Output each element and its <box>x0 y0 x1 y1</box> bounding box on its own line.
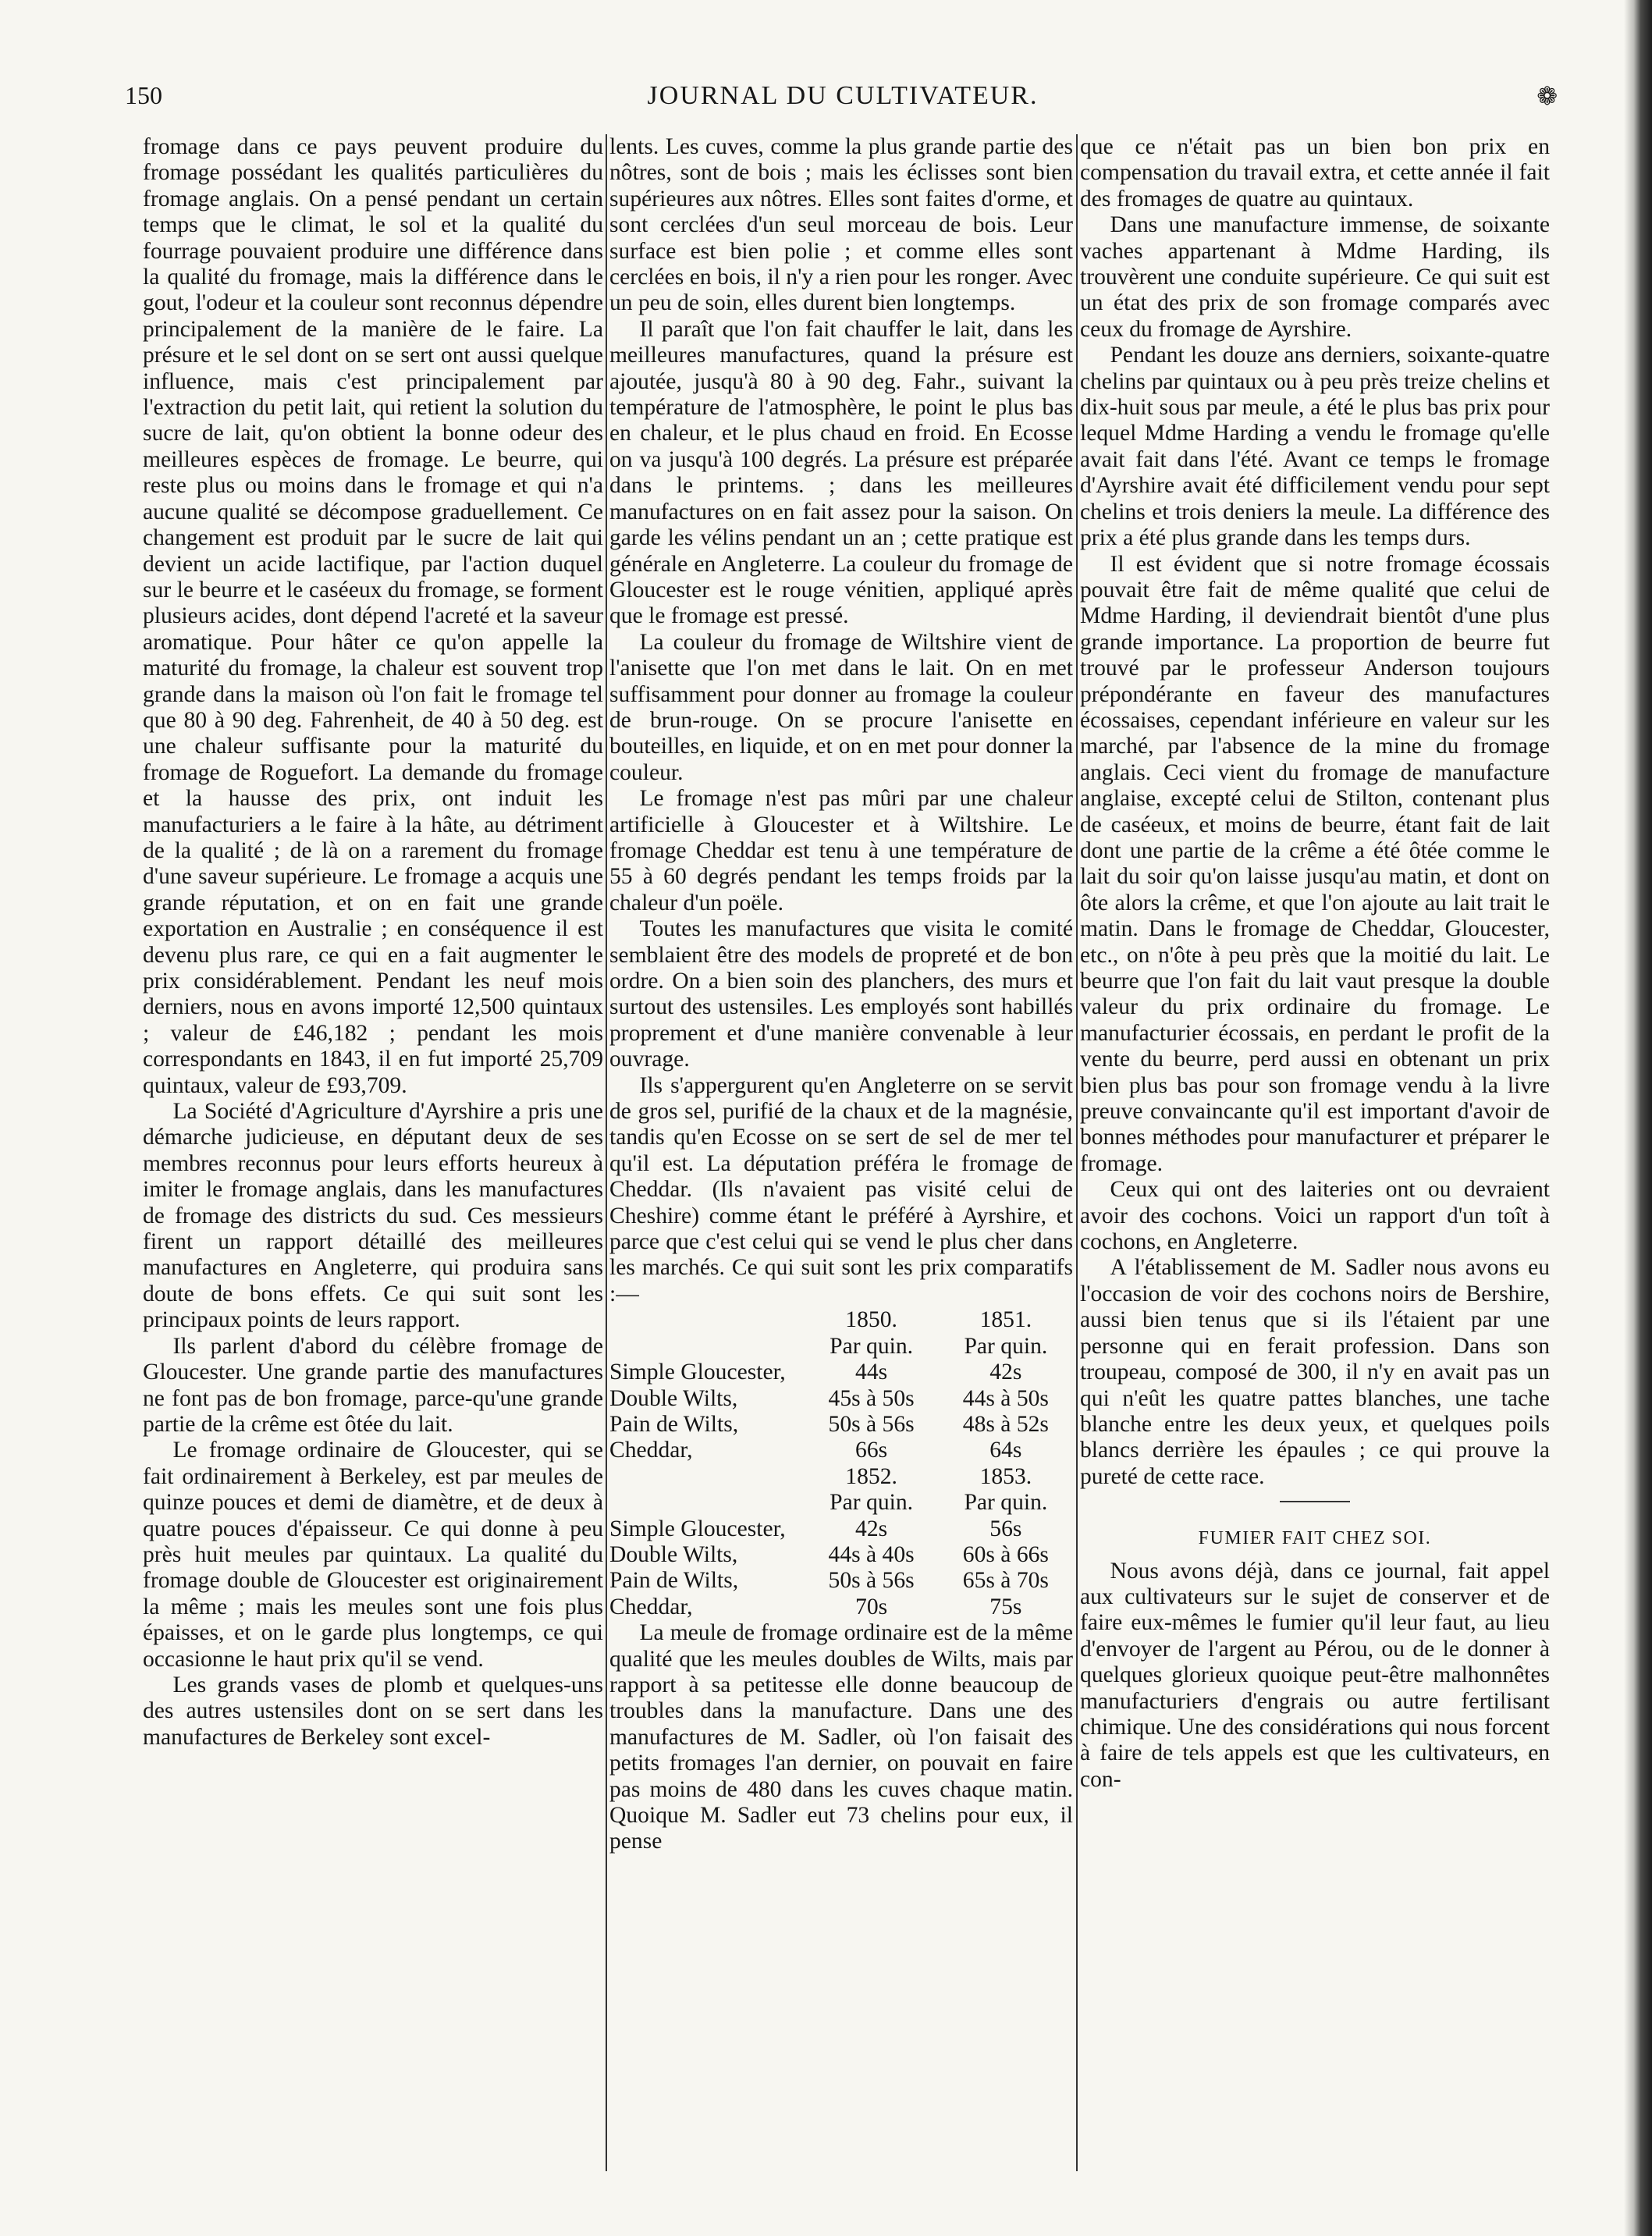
paragraph: Toutes les manufactures que visita le comité semblaient être des models de propreté et de bon ordre. On a bien soin des planchers, des murs et surtout des ustensiles. Les employés sont habillés proprement et d'une manière convenable à leur ouvrage. <box>609 916 1073 1072</box>
price-cell: 64s <box>989 1438 1022 1463</box>
price-cell: 44s <box>855 1360 888 1385</box>
year-header: 1851. <box>979 1307 1032 1333</box>
paragraph: que ce n'était pas un bien bon prix en compensation du travail extra, et cette année il fait des fromages de quatre au quintaux. <box>1080 134 1550 212</box>
paragraph: Dans une manufacture immense, de soixante vaches appartenant à Mdme Harding, ils trouvèrent une conduite supérieure. Ce qui suit est un état des prix de son fromage comparés avec ceux du fromage de Ayrshire. <box>1080 212 1550 342</box>
cheese-name: Simple Gloucester, <box>609 1360 786 1385</box>
table-row <box>609 1360 1073 1385</box>
price-cell: 44s à 40s <box>828 1541 915 1567</box>
table-row <box>609 1516 1073 1542</box>
price-cell: 50s à 56s <box>828 1568 915 1594</box>
cheese-name: Simple Gloucester, <box>609 1516 786 1541</box>
section-divider <box>1280 1501 1350 1502</box>
paragraph: Ceux qui ont des laiteries ont ou devraient avoir des cochons. Voici un rapport d'un toît à cochons, en Angleterre. <box>1080 1177 1550 1255</box>
running-title: JOURNAL DU CULTIVATEUR. <box>647 81 1039 110</box>
paragraph: fromage dans ce pays peuvent produire du fromage possédant les qualités particulières du fromage anglais. On a pensé pendant un certain temps que le climat, le sol et la qualité du fourrage pouvaient produire une différence dans la qualité du fromage, mais la différence dans le gout, l'odeur et la couleur sont reconnus dépendre principalement de la manière de le faire. La présure et le sel dont on se sert ont aussi quelque influence, mais c'est principalement par l'extraction du petit lait, qui retient la solution du sucre de lait, qu'on obtient la bonne odeur des meilleures espèces de fromage. Le beurre, qui reste plus ou moins dans le fromage et qui n'a aucune qualité se décompose graduellement. Ce changement est produit par le sucre de lait qui devient un acide lactifique, par l'action duquel sur le beurre et le caséeux du fromage, se forment plusieurs acides, dont dépend l'acreté et la saveur aromatique. Pour hâter ce qu'on appelle la maturité du fromage, la chaleur est souvent trop grande dans la maison où l'on fait le fromage tel que 80 à 90 deg. Fahrenheit, de 40 à 50 deg. est une chaleur suffisante pour la maturité du fromage de Roguefort. La demande du fromage et la hausse des prix, ont induit les manufacturiers a le faire à la hâte, au détriment de la qualité ; de là on a rarement du fromage d'une saveur supérieure. Le fromage a acquis une grande réputation, et on en fait une grande exportation en Australie ; en conséquence il est devenu plus rare, ce qui en a fait augmenter le prix considérablement. Pendant les neuf mois derniers, nous en avons importé 12,500 quintaux ; valeur de £46,182 ; pendant les mois correspondants en 1843, il en fut importé 25,709 quintaux, valeur de £93,709. <box>143 134 603 1098</box>
price-cell: 56s <box>989 1516 1022 1541</box>
unit-header: Par quin. <box>830 1333 914 1359</box>
table-header-row <box>609 1307 1073 1333</box>
price-cell: 65s à 70s <box>962 1568 1049 1594</box>
paragraph: La couleur du fromage de Wiltshire vient de l'anisette que l'on met dans le lait. On en met suffisamment pour donner au fromage la couleur de brun-rouge. On se procure l'anisette en bouteilles, en liquide, et on en met pour donner la couleur. <box>609 629 1073 785</box>
table-row <box>609 1438 1073 1463</box>
cheese-name: Cheddar, <box>609 1594 693 1619</box>
paragraph: La meule de fromage ordinaire est de la même qualité que les meules doubles de Wilts, mais par rapport à sa petitesse elle donne beaucoup de troubles dans la manufacture. Dans une des manufactures de M. Sadler, où l'on faisait des petits fromages l'an dernier, on pouvait en faire pas moins de 480 dans les cuves chaque matin. Quoique M. Sadler eut 73 chelins pour eux, il pense <box>609 1620 1073 1854</box>
table-row <box>609 1594 1073 1620</box>
price-cell: 42s <box>989 1360 1022 1385</box>
table-row <box>609 1386 1073 1412</box>
paragraph: La Société d'Agriculture d'Ayrshire a pris une démarche judicieuse, en députant deux de ses membres reconnus pour leurs efforts heureux à imiter le fromage anglais, dans les manufactures de fromage des districts du sud. Ces messieurs firent un rapport détaillé des meilleures manufactures en Angleterre, qui produira sans doute de bons effets. Ce qui suit sont les principaux points de leurs rapport. <box>143 1099 603 1333</box>
table-row <box>609 1412 1073 1438</box>
paragraph: Ils s'appergurent qu'en Angleterre on se servit de gros sel, purifié de la chaux et de la magnésie, tandis qu'en Ecosse on se sert de sel de mer tel qu'il est. La députation préféra le fromage de Cheddar. (Ils n'avaient pas visité celui de Cheshire) comme étant le préféré à Ayrshire, et parce que c'est celui qui se vend le plus cher dans les marchés. Ce qui suit sont les prix comparatifs :— <box>609 1072 1073 1306</box>
table-row <box>609 1568 1073 1594</box>
column-3 <box>1080 134 1550 2171</box>
paragraph: Nous avons déjà, dans ce journal, fait appel aux cultivateurs sur le sujet de conserver et de faire eux-mêmes le fumier qu'il leur faut, au lieu d'envoyer de l'argent au Pérou, ou de le donner à quelques glorieux quoique peut-être malhonnêtes manufacturiers d'engrais ou autre fertilisant chimique. Une des considérations qui nous forcent à faire de tels appels est que les cultivateurs, en con- <box>1080 1558 1550 1792</box>
paragraph: Il paraît que l'on fait chauffer le lait, dans les meilleures manufactures, quand la présure est ajoutée, jusqu'à 80 à 90 deg. Fahr., suivant la température de l'atmosphère, le point le plus bas en chaleur, et le plus chaud en froid. En Ecosse on va jusqu'à 100 degrés. La présure est préparée dans le printems. ; dans les meilleures manufactures on en fait assez pour la saison. On garde les vélins pendant un an ; cette pratique est générale en Angleterre. La couleur du fromage de Gloucester est le rouge vénitien, appliqué après que le fromage est pressé. <box>609 316 1073 629</box>
column-2 <box>609 134 1073 2171</box>
unit-header: Par quin. <box>830 1490 914 1516</box>
page-header <box>125 81 1561 128</box>
price-table-1850-1851 <box>609 1307 1073 1620</box>
paragraph: Le fromage n'est pas mûri par une chaleur artificielle à Gloucester et à Wiltshire. Le fromage Cheddar est tenu à une température de 55 à 60 degrés pendant les temps froids par la chaleur d'un poële. <box>609 786 1073 915</box>
cheese-name: Double Wilts, <box>609 1541 738 1567</box>
price-cell: 50s à 56s <box>828 1411 915 1437</box>
paragraph: Pendant les douze ans derniers, soixante-quatre chelins par quintaux ou à peu près treize chelins et dix-huit sous par meule, a été le plus bas prix pour lequel Mdme Harding a vendu le fromage qu'elle avait fait dans l'été. Avant ce temps le fromage d'Ayrshire avait été difficilement vendu pour sept chelins et trois deniers la meule. La différence des prix a été plus grande dans les temps durs. <box>1080 343 1550 551</box>
cheese-name: Cheddar, <box>609 1438 693 1463</box>
price-cell: 75s <box>989 1594 1022 1619</box>
paragraph: lents. Les cuves, comme la plus grande partie des nôtres, sont de bois ; mais les éclisses sont bien supérieures aux nôtres. Elles sont faites d'orme, et sont cerclées d'un seul morceau de bois. Leur surface est bien polie ; et comme elles sont cerclées en bois, il n'y a rien pour les ronger. Avec un peu de soin, elles durent bien longtemps. <box>609 134 1073 316</box>
paragraph: Le fromage ordinaire de Gloucester, qui se fait ordinairement à Berkeley, est par meules de quinze pouces et demi de diamètre, et de deux à quatre pouces d'épaisseur. Ce qui donne à peu près huit meules par quintaux. La qualité du fromage double de Gloucester est originairement la même ; mais les meules sont une fois plus épaisses, et on le garde plus longtemps, ce qui occasionne le haut prix qu'il se vend. <box>143 1438 603 1672</box>
paragraph: Il est évident que si notre fromage écossais pouvait être fait de même qualité que celui de Mdme Harding, il deviendrait bientôt d'une plus grande importance. La proportion de beurre fut trouvé par le professeur Anderson toujours prépondérante en faveur des manufactures écossaises, cependant inférieure en valeur sur les marché, par l'absence de la mine du fromage anglais. Ceci vient du fromage de manufacture anglaise, excepté celui de Stilton, contenant plus de caséeux, et moins de beurre, étant fait de lait dont une partie de la crême a été ôtée comme le lait du soir qu'on laisse jusqu'au matin, et dont on ôte alors la crême, et que l'on ajoute au lait trait le matin. Dans le fromage de Cheddar, Gloucester, etc., on n'ôte à peu près que la moitié du lait. Le beurre que l'on fait du lait vaut presque la double valeur du prix ordinaire du fromage. Le manufacturier écossais, en perdant le profit de la vente du beurre, perd aussi en obtenant un prix bien plus bas pour son fromage vendu à la livre preuve convaincante qu'il est important d'avoir de bonnes méthodes pour manufacturer et préparer le fromage. <box>1080 551 1550 1176</box>
year-header: 1850. <box>845 1307 897 1333</box>
cheese-name: Double Wilts, <box>609 1385 738 1411</box>
price-cell: 60s à 66s <box>962 1541 1049 1567</box>
table-header-row <box>609 1464 1073 1490</box>
paragraph: Les grands vases de plomb et quelques-uns des autres ustensiles dont on se sert dans les manufactures de Berkeley sont excel- <box>143 1672 603 1750</box>
price-cell: 44s à 50s <box>962 1385 1049 1411</box>
section-title: FUMIER FAIT CHEZ SOI. <box>1198 1528 1432 1549</box>
page-number: 150 <box>125 81 162 109</box>
page-edge-shadow <box>1624 0 1652 2236</box>
price-cell: 45s à 50s <box>828 1385 915 1411</box>
paragraph: Ils parlent d'abord du célèbre fromage de Gloucester. Une grande partie des manufactures ne font pas de bon fromage, parce-qu'une grande partie de la crême est ôtée du lait. <box>143 1333 603 1437</box>
year-header: 1852. <box>845 1463 897 1489</box>
table-row <box>609 1542 1073 1568</box>
unit-header: Par quin. <box>964 1490 1048 1516</box>
price-cell: 48s à 52s <box>962 1411 1049 1437</box>
year-header: 1853. <box>979 1463 1032 1489</box>
cheese-name: Pain de Wilts, <box>609 1411 739 1437</box>
table-unit-row <box>609 1334 1073 1360</box>
column-rule-2 <box>1076 134 1078 2171</box>
ornament-icon: ❁ <box>1537 82 1558 110</box>
cheese-name: Pain de Wilts, <box>609 1568 739 1594</box>
column-rule-1 <box>606 134 607 2171</box>
unit-header: Par quin. <box>964 1333 1048 1359</box>
price-cell: 66s <box>855 1438 888 1463</box>
column-1 <box>143 134 603 2171</box>
table-unit-row <box>609 1490 1073 1516</box>
price-cell: 42s <box>855 1516 888 1541</box>
price-cell: 70s <box>855 1594 888 1619</box>
paragraph: A l'établissement de M. Sadler nous avons eu l'occasion de voir des cochons noirs de Bershire, aussi bien tenus que si ils l'étaient par une personne qui en ferait profession. Dans son troupeau, composé de 300, il n'y en avait pas un qui n'eût les quatre pattes blanches, une tache blanche entre les deux yeux, et quelques poils blancs derrière les épaules ; ce qui prouve la pureté de cette race. <box>1080 1255 1550 1489</box>
